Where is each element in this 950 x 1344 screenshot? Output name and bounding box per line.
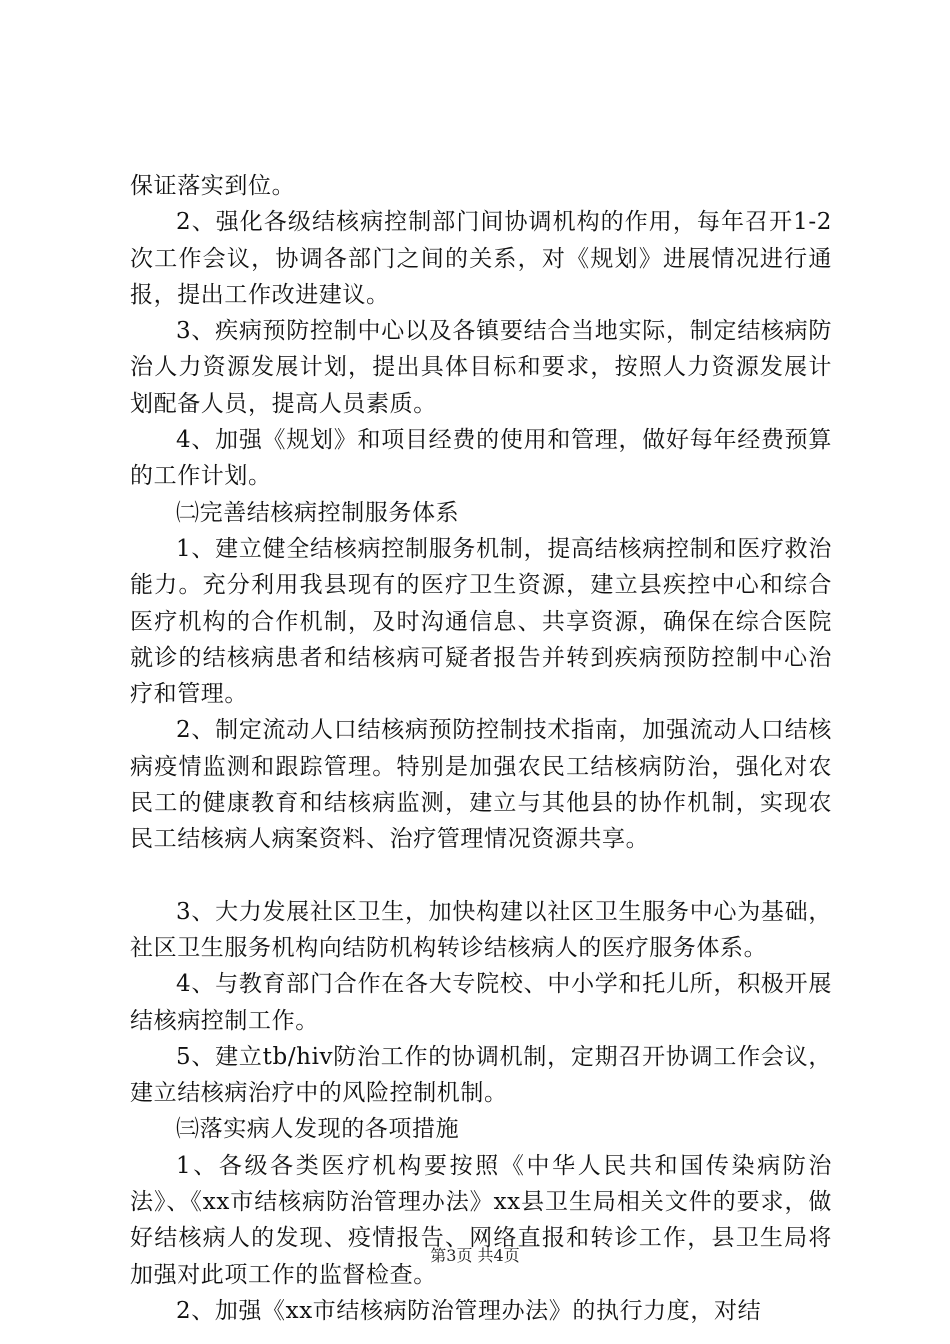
- paragraph-item-3-community: 3、大力发展社区卫生，加快构建以社区卫生服务中心为基础，社区卫生服务机构向结防机构转诊结核病人的医疗服务体系。: [130, 898, 832, 961]
- paragraph-item-3-human-resources: 3、疾病预防控制中心以及各镇要结合当地实际，制定结核病防治人力资源发展计划，提出具体目标和要求，按照人力资源发展计划配备人员，提高人员素质。: [130, 318, 832, 417]
- paragraph-item-4-education: 4、与教育部门合作在各大专院校、中小学和托儿所，积极开展结核病控制工作。: [130, 971, 832, 1034]
- paragraph-item-5-tb-hiv: 5、建立tb/hiv防治工作的协调机制，定期召开协调工作会议，建立结核病治疗中的风险控制机制。: [130, 1043, 832, 1107]
- page-footer: 第3页 共4页: [430, 1246, 520, 1265]
- paragraph-item-2-enforcement: 2、加强《xx市结核病防治管理办法》的执行力度，对结: [176, 1297, 762, 1324]
- paragraph-item-1-medical-institutions: 1、各级各类医疗机构要按照《中华人民共和国传染病防治法》、《xx市结核病防治管理办法》xx县卫生局相关文件的要求，做好结核病人的发现、疫情报告、网络直报和转诊工作，县卫生局将加强对此项工作的监督检查。: [130, 1152, 832, 1288]
- paragraph-item-4-funding: 4、加强《规划》和项目经费的使用和管理，做好每年经费预算的工作计划。: [130, 427, 832, 490]
- paragraph-item-1-service-mechanism: 1、建立健全结核病控制服务机制，提高结核病控制和医疗救治能力。充分利用我县现有的医疗卫生资源，建立县疾控中心和综合医疗机构的合作机制，及时沟通信息、共享资源，确保在综合医院就诊的结核病患者和结核病可疑者报告并转到疾病预防控制中心治疗和管理。: [130, 535, 832, 708]
- section-heading-3: ㈢落实病人发现的各项措施: [176, 1116, 460, 1143]
- paragraph-item-2-migrant: 2、制定流动人口结核病预防控制技术指南，加强流动人口结核病疫情监测和跟踪管理。特别是加强农民工结核病防治，强化对农民工的健康教育和结核病监测，建立与其他县的协作机制，实现农民工结核病人病案资料、治疗管理情况资源共享。: [130, 717, 832, 853]
- section-heading-2: ㈡完善结核病控制服务体系: [176, 499, 460, 526]
- paragraph-continuation: 保证落实到位。: [130, 173, 296, 199]
- paragraph-item-2-coordination: 2、强化各级结核病控制部门间协调机构的作用，每年召开1-2次工作会议，协调各部门之间的关系，对《规划》进展情况进行通报，提出工作改进建议。: [130, 209, 832, 308]
- document-body: [130, 168, 832, 1329]
